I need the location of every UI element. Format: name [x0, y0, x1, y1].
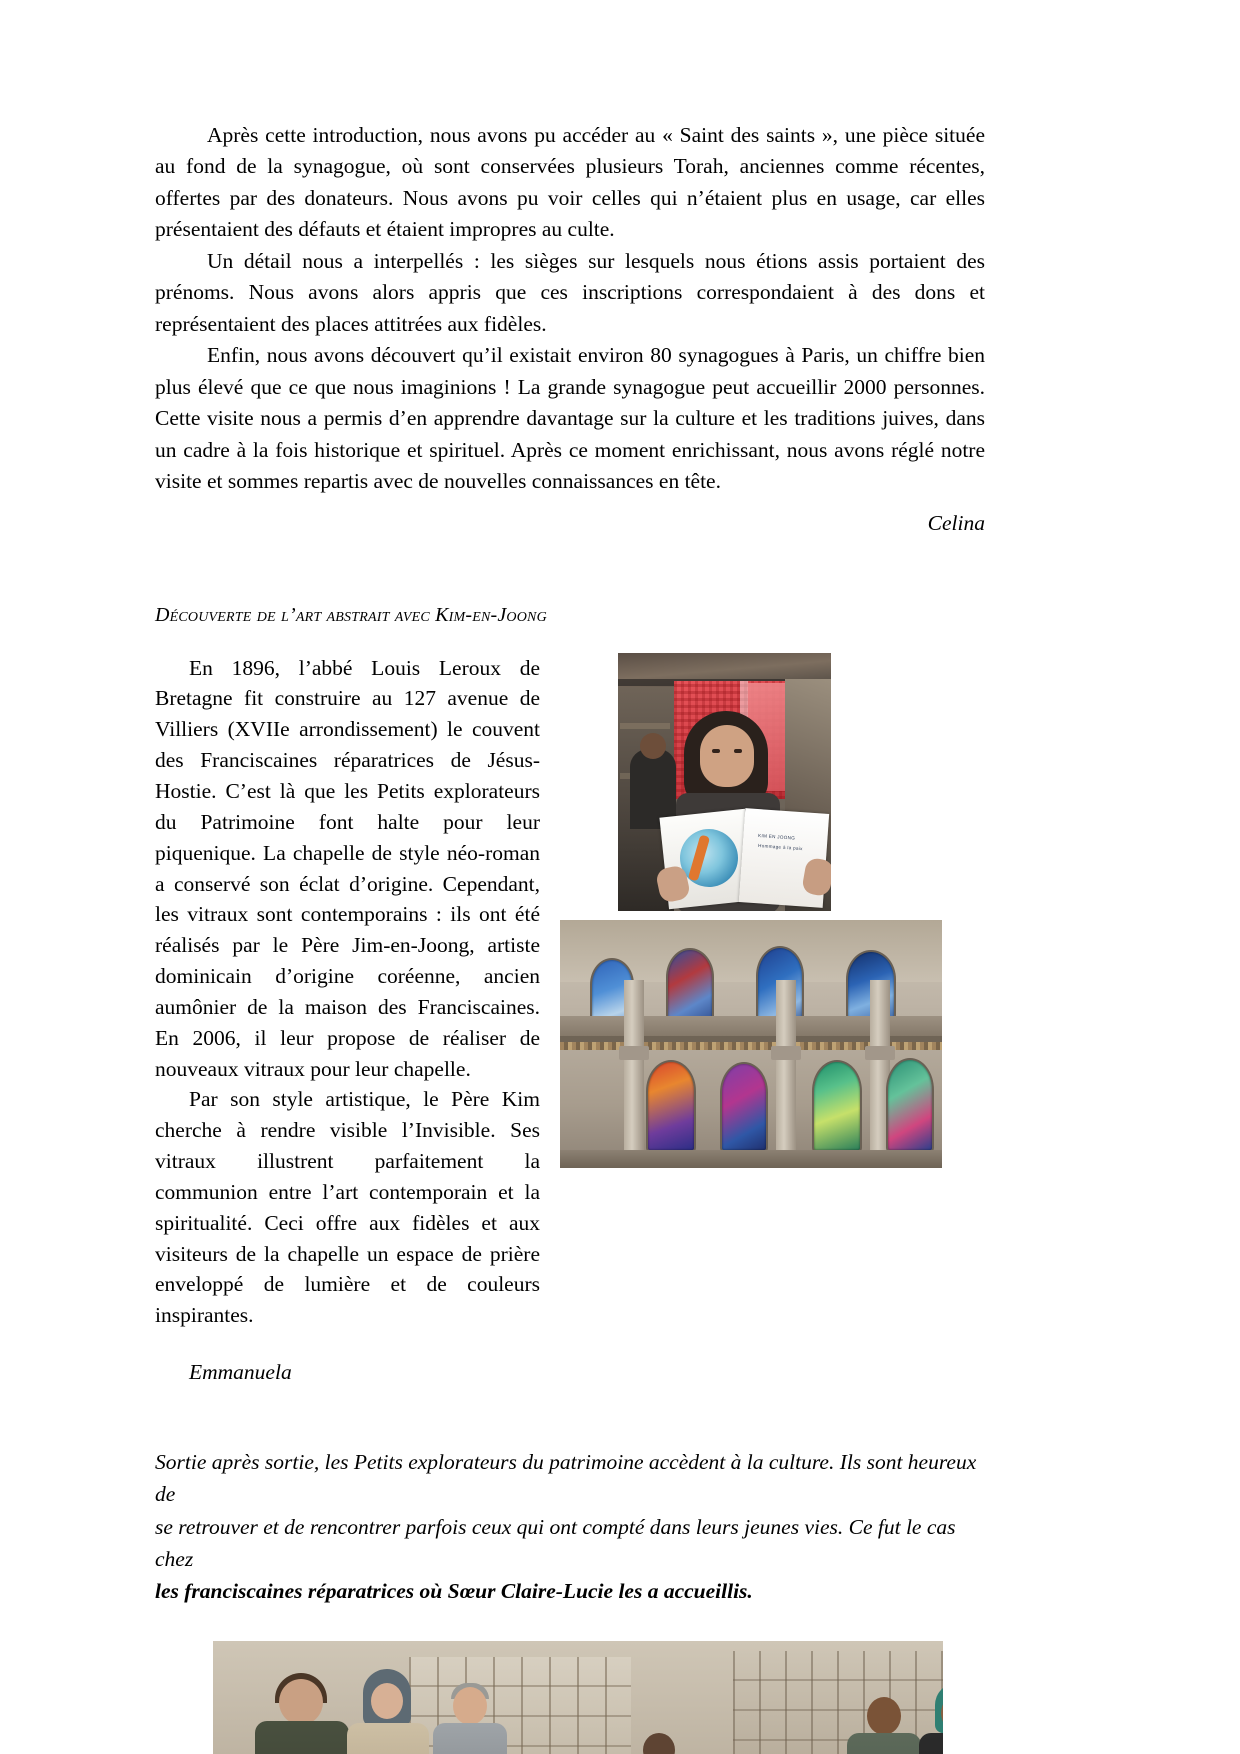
spacer-2 — [155, 1388, 985, 1418]
photo1-shelf-upper — [620, 723, 670, 729]
photo1-background-person-head — [640, 733, 666, 759]
photo1-girl-eye-left — [712, 749, 720, 753]
stained-glass-window-5 — [646, 1060, 696, 1152]
paragraph-3-text: Enfin, nous avons découvert qu’il existait environ 80 synagogues à Paris, un chiffre bien plus élevé que ce que nous imaginions ! La grande synagogue peut accueillir 2000 personnes. Cette visite nous a permis d’en apprendre davantage sur la culture et les traditions juives, dans un cadre à la fois historique et spirituel. Après ce moment enrichissant, nous avons réglé notre visite et sommes repartis avec de nouvelles connaissances en tête. — [155, 343, 985, 494]
photo2-column-capital-3 — [865, 1046, 895, 1060]
photo3-nun-head — [371, 1683, 403, 1719]
photo3-person-8-body — [919, 1733, 943, 1754]
paragraph-1 — [155, 120, 985, 246]
photo3-person-4 — [623, 1733, 697, 1754]
paragraph-3 — [155, 340, 985, 497]
closing-text-block — [155, 1446, 985, 1607]
stained-glass-window-7 — [812, 1060, 862, 1152]
photo3-person-3-body — [433, 1723, 507, 1754]
two-column-section — [155, 653, 985, 1388]
photo1-book-cover-title: KIM EN JOONG — [757, 832, 796, 841]
closing-line-3: les franciscaines réparatrices où Sœur Claire-Lucie les a accueillis. — [155, 1579, 753, 1603]
photo3-person-3-head — [453, 1687, 487, 1725]
stained-glass-window-6 — [720, 1062, 768, 1152]
column-paragraph-1: En 1896, l’abbé Louis Leroux de Bretagne fit construire au 127 avenue de Villiers (XVIIe arrondissement) le couvent des Franciscaines réparatrices de Jésus-Hostie. C’est là que les Petits explorateurs du Patrimoine font halte pour leur piquenique. La chapelle de style néo-roman a conservé son éclat d’origine. Cependant, les vitraux sont contemporains : ils ont été réalisés par le Père Jim-en-Joong, artiste dominicain d’origine coréenne, ancien aumônier de la maison des Franciscaines. En 2006, il leur propose de réaliser de nouveaux vitraux pour leur chapelle. — [155, 655, 540, 1081]
signature-emmanuela: Emmanuela — [189, 1360, 292, 1385]
photo3-person-1 — [251, 1679, 351, 1754]
photo1-book-cover-subtitle: Hommage à la paix — [757, 842, 803, 851]
column-paragraph-2: Par son style artistique, le Père Kim cherche à rendre visible l’Invisible. Ses vitraux illustrent parfaitement la communion entre l’art contemporain et la spiritualité. Ceci offre aux fidèles et aux visiteurs de la chapelle un espace de prière enveloppé de lumière et de couleurs inspirantes. — [155, 1087, 540, 1328]
photo2-floor — [560, 1150, 942, 1168]
photo3-nun-habit — [347, 1723, 429, 1754]
photo2-column-capital-2 — [771, 1046, 801, 1060]
closing-line-1: Sortie après sortie, les Petits explorateurs du patrimoine accèdent à la culture. Ils sont heureux de — [155, 1450, 977, 1507]
spacer — [155, 539, 985, 601]
photo2-column-1 — [624, 980, 644, 1168]
left-text-column — [155, 653, 540, 1388]
photo2-column-capital-1 — [619, 1046, 649, 1060]
stained-glass-window-8 — [886, 1058, 934, 1152]
closing-line-2: se retrouver et de rencontrer parfois ceux qui ont compté dans leurs jeunes vies. Ce fut le cas chez — [155, 1514, 956, 1571]
paragraph-2 — [155, 246, 985, 340]
photo-chapel-stained-glass — [560, 920, 942, 1168]
photo1-girl-eye-right — [734, 749, 742, 753]
photo3-person-4-head — [643, 1733, 675, 1754]
signature-celina: Celina — [927, 510, 985, 535]
photo3-person-7-head — [867, 1697, 901, 1735]
paragraph-2-text: Un détail nous a interpellés : les sièges sur lesquels nous étions assis portaient des prénoms. Nous avons alors appris que ces inscriptions correspondaient à des dons et représentaient des places attitrées aux fidèles. — [155, 248, 985, 336]
photo3-person-8 — [913, 1685, 943, 1754]
paragraph-1-text: Après cette introduction, nous avons pu accéder au « Saint des saints », une pièce située au fond de la synagogue, où sont conservées plusieurs Torah, anciennes comme récentes, offertes par des donateurs. Nous avons pu voir celles qui n’étaient plus en usage, car elles présentaient des défauts et étaient impropres au culte. — [155, 123, 985, 242]
photo-group-visit — [213, 1641, 943, 1754]
section-heading: Découverte de l’art abstrait avec Kim-en-Joong — [155, 604, 547, 627]
photo3-person-3 — [427, 1687, 511, 1754]
photo3-person-7-body — [847, 1733, 921, 1754]
photo2-column-2 — [776, 980, 796, 1168]
photo-child-reading-book — [618, 653, 831, 911]
right-image-column — [560, 653, 985, 1168]
photo3-person-nun — [345, 1671, 431, 1754]
photo3-person-1-head — [279, 1679, 323, 1725]
photo1-girl-face — [700, 725, 754, 787]
document-body — [155, 120, 985, 1754]
photo3-person-1-body — [255, 1721, 349, 1754]
